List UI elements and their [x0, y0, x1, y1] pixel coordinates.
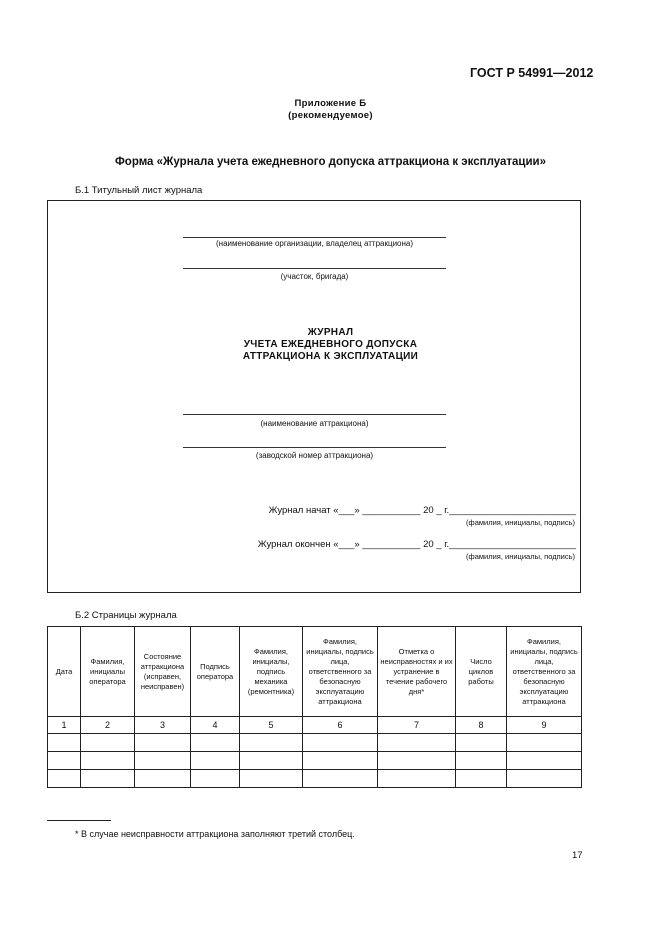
table-cell: [48, 734, 81, 752]
table-row: [48, 734, 582, 752]
table-cell: [378, 752, 456, 770]
table-cell: [135, 734, 191, 752]
area-caption: (участок, бригада): [280, 272, 349, 281]
table-cell: [81, 752, 135, 770]
ended-signature-caption: (фамилия, инициалы, подпись): [466, 552, 575, 561]
header-cell: Дата: [48, 627, 81, 717]
header-cell: Фамилия, инициалы, подпись механика (ремонтника): [240, 627, 303, 717]
area-line: [183, 268, 446, 269]
header-cell: Фамилия, инициалы оператора: [81, 627, 135, 717]
table-row: [48, 770, 582, 788]
footnote-separator: [47, 820, 111, 821]
table-cell: [507, 770, 582, 788]
title-page-frame: [47, 200, 581, 593]
table-cell: [456, 770, 507, 788]
table-cell: [81, 770, 135, 788]
section-2-label: Б.2 Страницы журнала: [75, 610, 177, 621]
appendix-note: (рекомендуемое): [288, 110, 373, 121]
table-header-row: [48, 627, 582, 717]
column-number: 9: [507, 717, 582, 734]
serial-caption: (заводской номер аттракциона): [255, 451, 374, 460]
form-title: Форма «Журнала учета ежедневного допуска аттракциона к эксплуатации»: [114, 156, 546, 168]
table-cell: [507, 734, 582, 752]
journal-title-line-3: АТТРАКЦИОНА К ЭКСПЛУАТАЦИИ: [242, 351, 419, 362]
journal-title: [0, 327, 661, 363]
table-cell: [240, 752, 303, 770]
column-number: 8: [456, 717, 507, 734]
column-number-row: [48, 717, 582, 734]
table-cell: [191, 770, 240, 788]
journal-pages-table: [47, 626, 582, 788]
section-1-label: Б.1 Титульный лист журнала: [75, 185, 203, 196]
column-number: 5: [240, 717, 303, 734]
table-cell: [378, 770, 456, 788]
header-cell: Состояние аттракциона (исправен, неисправен): [135, 627, 191, 717]
org-caption: (наименование организации, владелец аттракциона): [215, 239, 414, 248]
column-number: 7: [378, 717, 456, 734]
table-cell: [48, 770, 81, 788]
table-cell: [303, 734, 378, 752]
table-cell: [303, 752, 378, 770]
table-cell: [456, 752, 507, 770]
page-number: 17: [572, 850, 583, 861]
column-number: 1: [48, 717, 81, 734]
header-cell: Отметка о неисправностях и их устранение в течение рабочего дня*: [378, 627, 456, 717]
table-cell: [456, 734, 507, 752]
table-cell: [135, 770, 191, 788]
column-number: 3: [135, 717, 191, 734]
journal-ended-line: Журнал окончен «___» ___________ 20 _ г.________________________: [257, 539, 576, 550]
column-number: 6: [303, 717, 378, 734]
table-cell: [303, 770, 378, 788]
table-cell: [240, 770, 303, 788]
table-row: [48, 752, 582, 770]
header-cell: Фамилия, инициалы, подпись лица, ответственного за безопасную эксплуатацию аттракциона: [507, 627, 582, 717]
header-cell: Подпись оператора: [191, 627, 240, 717]
header-cell: Фамилия, инициалы, подпись лица, ответственного за безопасную эксплуатацию аттракциона: [303, 627, 378, 717]
table-cell: [507, 752, 582, 770]
table-cell: [81, 734, 135, 752]
footnote: * В случае неисправности аттракциона заполняют третий столбец.: [75, 829, 355, 839]
table-cell: [191, 752, 240, 770]
journal-title-line-1: ЖУРНАЛ: [307, 327, 354, 338]
header-cell: Число циклов работы: [456, 627, 507, 717]
table-cell: [240, 734, 303, 752]
table-cell: [191, 734, 240, 752]
ride-name-line: [183, 414, 446, 415]
ride-caption: (наименование аттракциона): [260, 419, 369, 428]
table-cell: [378, 734, 456, 752]
appendix-title: Приложение Б: [294, 98, 367, 109]
column-number: 4: [191, 717, 240, 734]
table-cell: [48, 752, 81, 770]
journal-started-line: Журнал начат «___» ___________ 20 _ г.________________________: [268, 505, 576, 516]
table-cell: [135, 752, 191, 770]
org-name-line: [183, 237, 446, 238]
journal-title-line-2: УЧЕТА ЕЖЕДНЕВНОГО ДОПУСКА: [243, 339, 418, 350]
serial-number-line: [183, 447, 446, 448]
standard-number: ГОСТ Р 54991—2012: [470, 66, 594, 80]
column-number: 2: [81, 717, 135, 734]
started-signature-caption: (фамилия, инициалы, подпись): [466, 518, 575, 527]
